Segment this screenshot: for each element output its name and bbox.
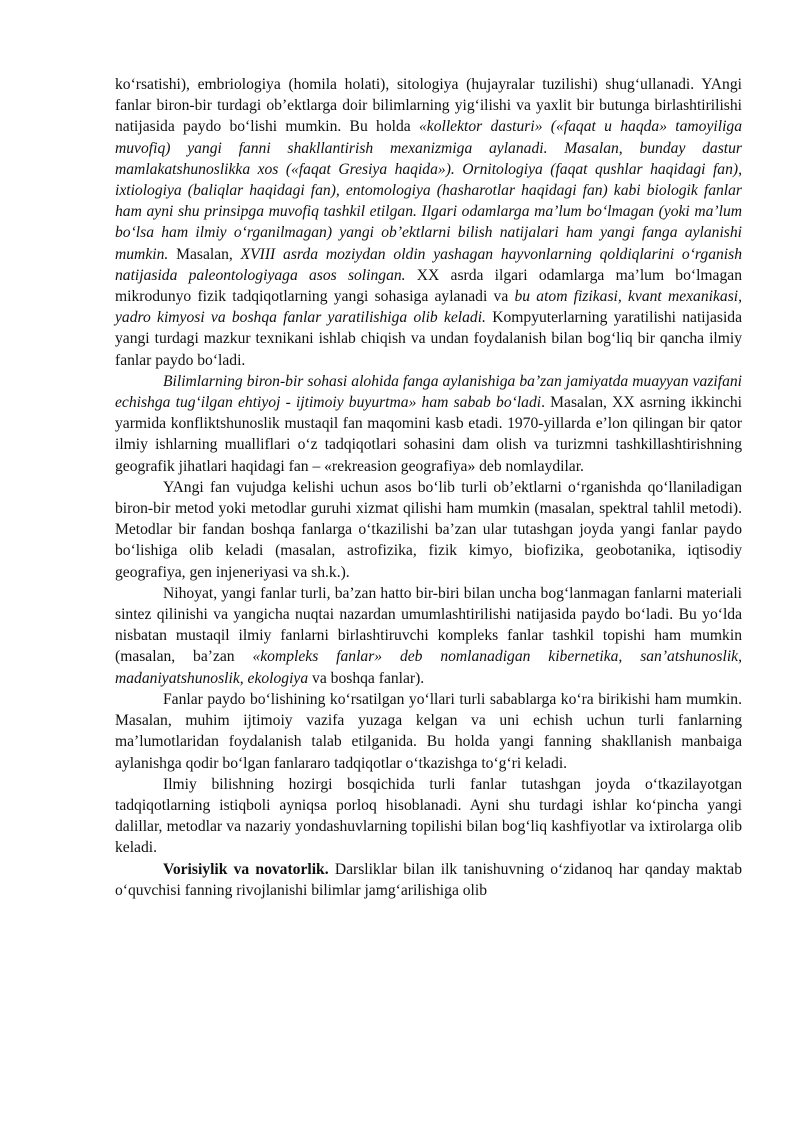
text-run: YAngi fan vujudga kelishi uchun asos boʻlib turli obʼektlarni oʻrganishda qoʻllaniladigan biron-bir metod yoki metodlar guruhi xizmat qilishi ham mumkin (masalan, spektral tahlil metodi). Metodlar bir fandan boshqa fanlarga oʻtkazilishi baʼzan ular tutashgan joyda yangi fanlar paydo boʻlishiga olib keladi (masalan, astrofizika, fizik kimyo, biofizika, geobotanika, iqtisodiy geografiya, gen injeneriyasi va sh.k.). [115,478,742,581]
italic-text-run: XVIII asrda moziydan oldin yashagan hayvonlarning qoldiqlarini oʻrganish natijasida paleontologiyaga asos solingan. [115,245,742,284]
text-run: Nihoyat, yangi fanlar turli, baʼzan hatto bir-biri bilan uncha bogʻlanmagan fanlarni materiali sintez qilinishi va yangicha nuqtai nazardan umumlashtirilishi natijasida paydo boʻladi. Bu yoʻlda nisbatan mustaqil ilmiy fanlarni birlashtiruvchi kompleks fanlar tashkil topishi ham mumkin (masalan, baʼzan [115,584,742,666]
paragraph-5 [115,689,742,774]
italic-text-run: Bilimlarning biron-bir sohasi alohida fanga aylanishiga baʼzan jamiyatda muayyan vazifani echishga tugʻilgan ehtiyoj - ijtimoiy buyurtma» ham sabab boʻladi [115,372,742,412]
document-page [115,74,742,901]
text-run: va boshqa fanlar). [308,669,425,687]
text-run: Ilmiy bilishning hozirgi bosqichida turli fanlar tutashgan joyda oʻtkazilayotgan tadqiqotlarning istiqboli ayniqsa porloq hisoblanadi. Ayni shu turdagi ishlar koʻpincha yangi dalillar, metodlar va nazariy yondashuvlarning topilishi bilan bogʻliq kashfiyotlar va ixtirolarga olib keladi. [115,775,742,857]
text-run: Kompyuterlarning yaratilishi natijasida yangi turdagi mazkur texnikani ishlab chiqish va undan foydalanish bilan bogʻliq bir qancha ilmiy fanlar paydo boʻladi. [115,309,742,369]
italic-text-run: «kollektor dasturi» («faqat u haqda» tamoyiliga muvofiq) yangi fanni shakllantirish mexanizmiga aylanadi. Masalan, bunday dastur mamlakatshunoslikka xos («faqat Gresiya haqida»). Ornitologiya (faqat qushlar haqidagi fan), ixtiologiya (baliqlar haqidagi fan), entomologiya (hasharotlar haqidagi fan) kabi biologik fanlar ham ayni shu prinsipga muvofiq tashkil etilgan. Ilgari odamlarga maʼlum boʻlmagan (yoki maʼlum boʻlsa ham ilmiy oʻrganilmagan) yangi obʼektlarni bilish natijalari ham yangi fanga aylanishi mumkin. [115,118,742,263]
italic-text-run: bu atom fizikasi, kvant mexanikasi, yadro kimyosi va boshqa fanlar yaratilishiga olib keladi. [115,288,742,327]
paragraph-7 [115,859,742,901]
text-run: XX asrda ilgari odamlarga maʼlum boʻlmagan mikrodunyo fizik tadqiqotlarning yangi sohasiga aylanadi va [115,266,742,306]
paragraph-3 [115,477,742,583]
text-run: Fanlar paydo boʻlishining koʻrsatilgan yoʻllari turli sabablarga koʻra birikishi ham mumkin. Masalan, muhim ijtimoiy vazifa yuzaga kelgan va uni echish uchun turli fanlarning maʼlumotlaridan foydalanish talab etilganida. Bu holda yangi fanning shakllanish manbaiga aylanishga qodir boʻlgan fanlararo tadqiqotlar oʻtkazishga toʻgʻri keladi. [115,690,742,772]
paragraph-6 [115,774,742,859]
paragraph-2 [115,371,742,477]
text-run: koʻrsatishi), embriologiya (homila holati), sitologiya (hujayralar tuzilishi) shugʻullanadi. YAngi fanlar biron-bir turdagi obʼektlarga doir bilimlarning yigʻilishi va yaxlit bir butunga birlashtirilishi natijasida paydo boʻlishi mumkin. Bu holda [115,76,742,136]
text-run: Darsliklar bilan ilk tanishuvning oʻzidanoq har qanday maktab oʻquvchisi fanning rivojlanishi bilimlar jamgʻarilishiga olib [115,860,742,899]
text-run: Masalan, [168,245,241,263]
italic-text-run: «kompleks fanlar» deb nomlanadigan kibernetika, sanʼatshunoslik, madaniyatshunoslik, ekologiya [115,648,742,687]
section-heading: Vorisiylik va novatorlik. [163,860,329,878]
paragraph-1 [115,74,742,371]
text-run: . Masalan, XX asrning ikkinchi yarmida konfliktshunoslik mustaqil fan maqomini kasb etadi. 1970-yillarda eʼlon qilingan bir qator ilmiy ishlarning mualliflari oʻz tadqiqotlari sohasini dam olish va turizmni tashkillashtirishning geografik jihatlari haqidagi fan – «rekreasion geografiya» deb nomlaydilar. [115,394,742,475]
paragraph-4 [115,583,742,689]
